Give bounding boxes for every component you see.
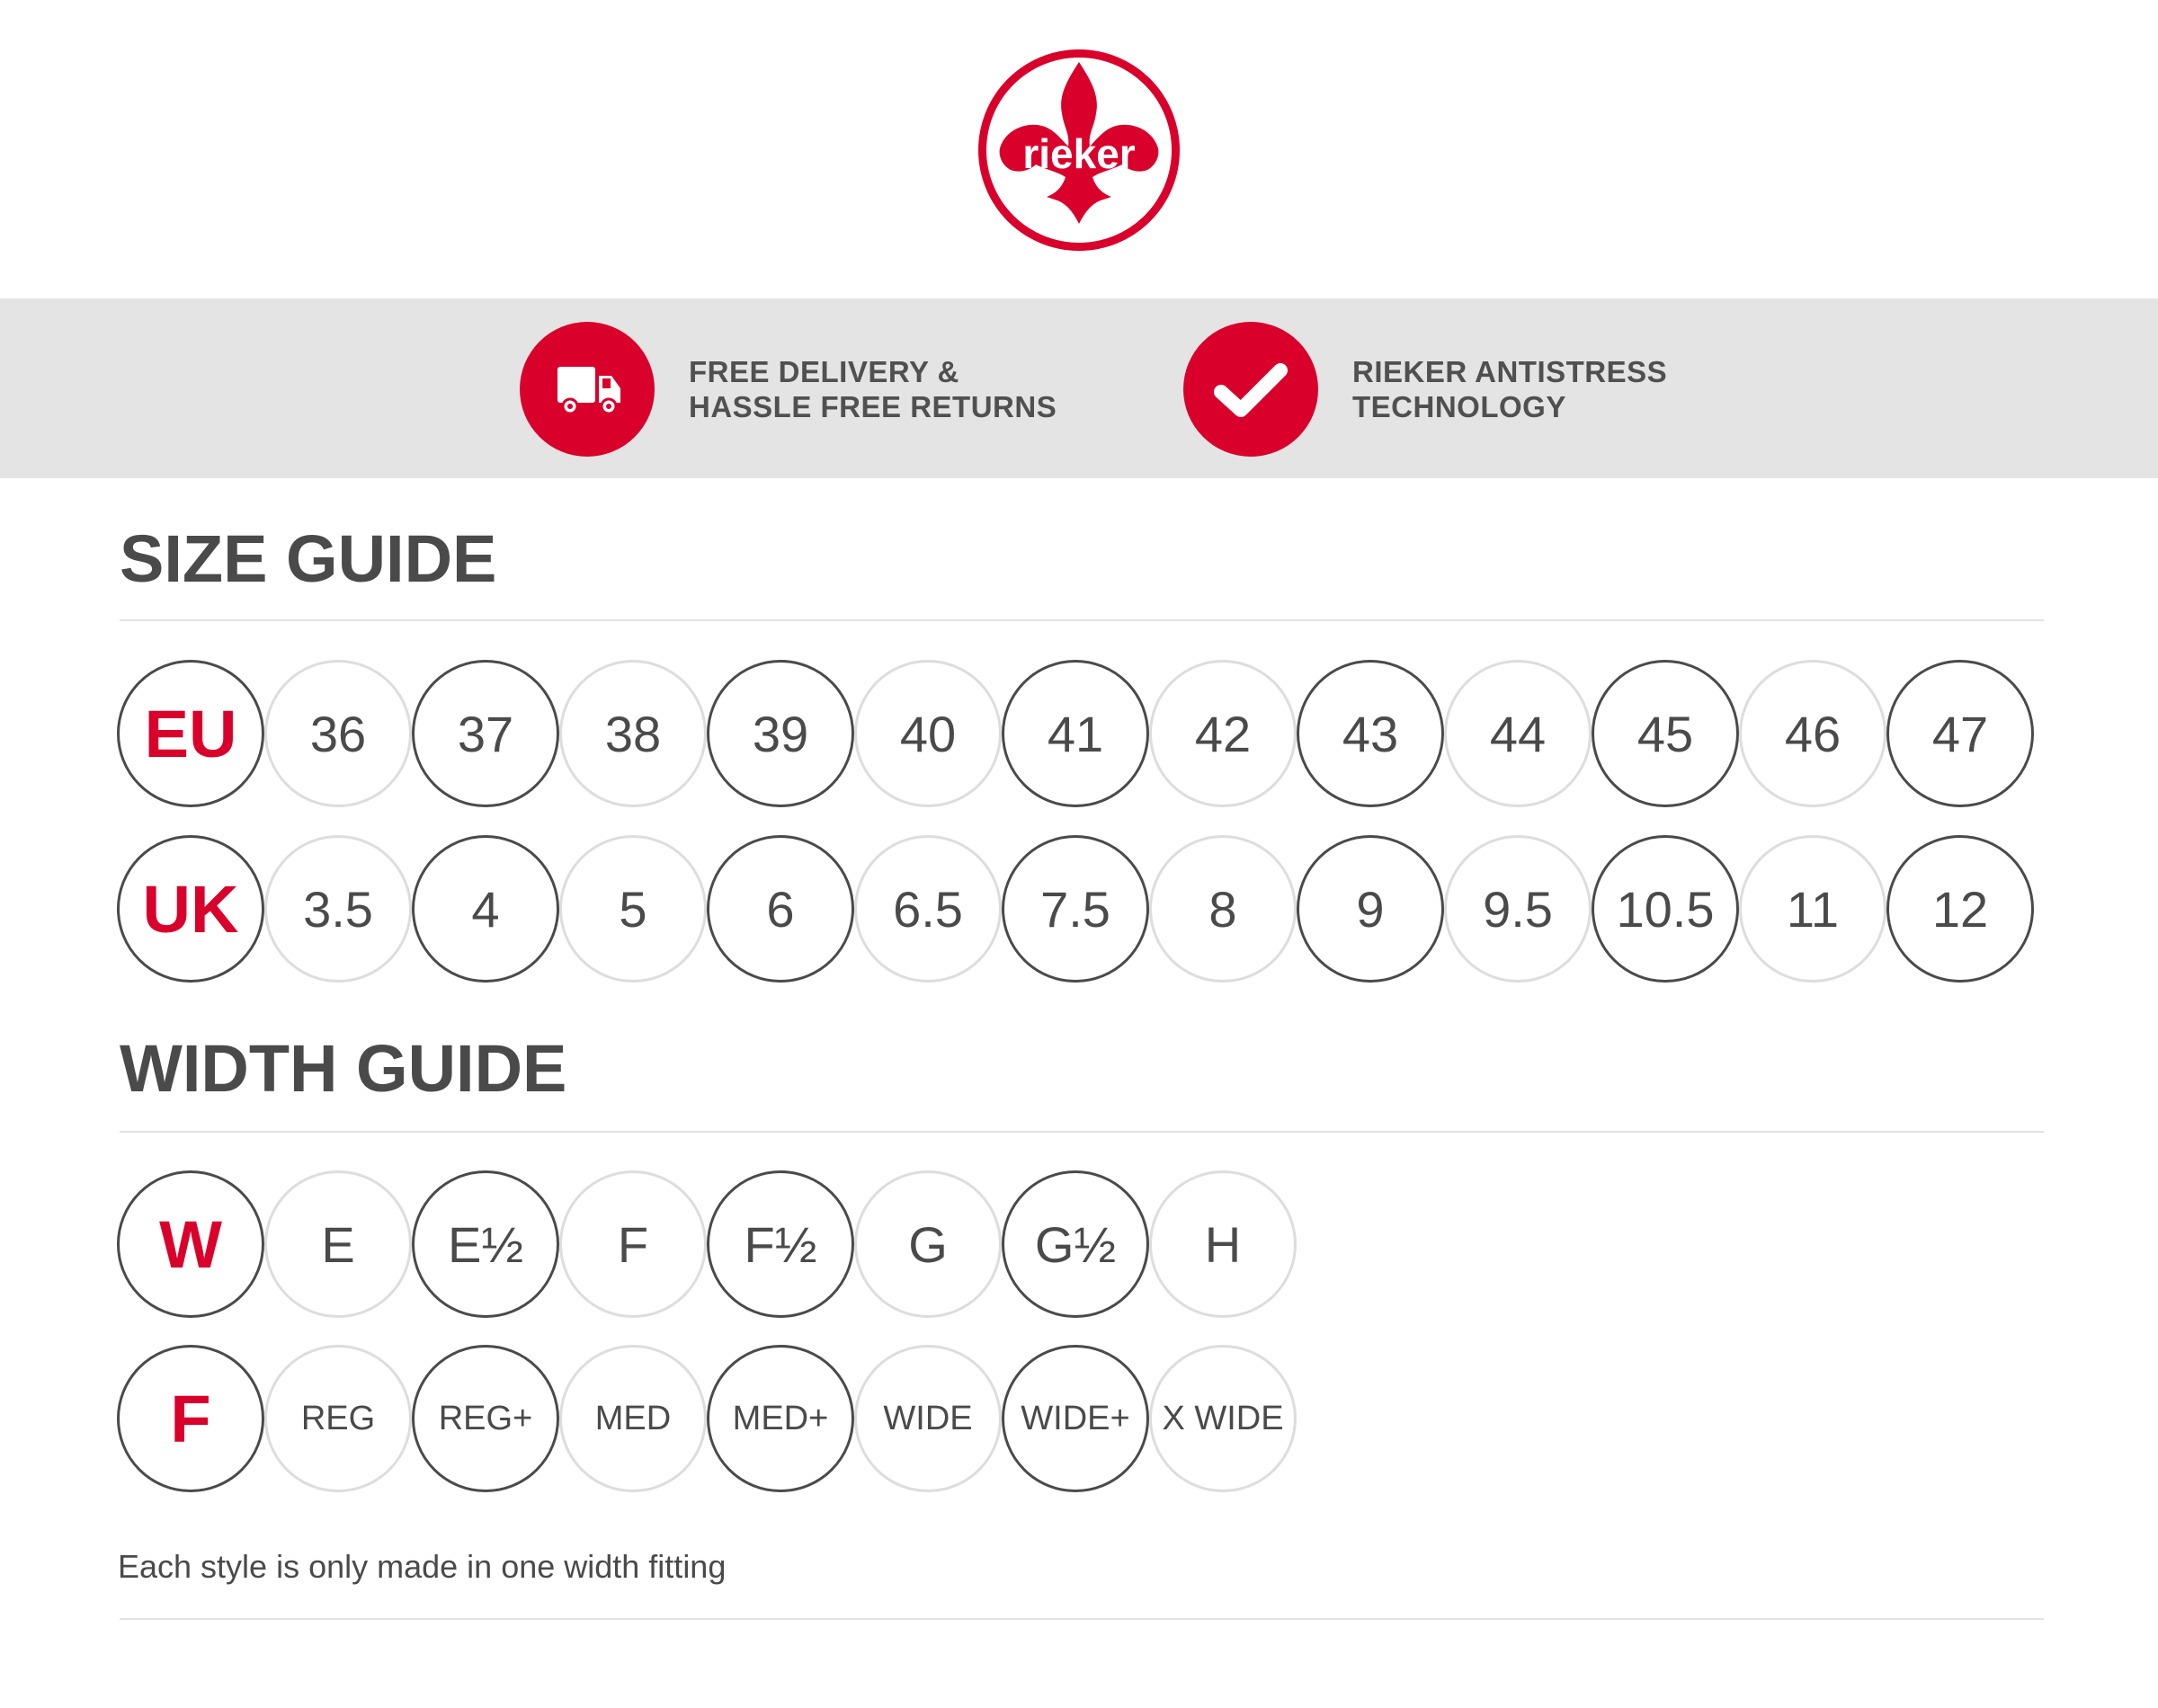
width-guide-divider (120, 1131, 2044, 1133)
size-value-circle: 8 (1149, 835, 1297, 983)
checkmark-icon (1183, 322, 1318, 457)
size-value-circle: WIDE+ (1002, 1345, 1149, 1492)
features-banner (0, 298, 2158, 478)
width-guide-title: WIDTH GUIDE (120, 1031, 567, 1106)
feature-icon-circle (1183, 322, 1318, 457)
size-value-circle: 12 (1886, 835, 2034, 983)
bottom-divider (120, 1618, 2044, 1620)
size-value-circle: 4 (412, 835, 559, 983)
size-value-circle: 45 (1592, 660, 1739, 807)
size-value-circle: WIDE (854, 1345, 1002, 1492)
feature-text (1352, 354, 1667, 424)
size-value-circle: 46 (1739, 660, 1886, 807)
size-value-circle: 7.5 (1002, 835, 1149, 983)
size-value-circle: 47 (1886, 660, 2034, 807)
size-value-circle: 6 (707, 835, 854, 983)
size-value-circle: 10.5 (1592, 835, 1739, 983)
truck-icon (520, 322, 655, 457)
size-value-circle: 5 (559, 835, 707, 983)
feature-line: FREE DELIVERY & (689, 355, 959, 388)
feature-icon-circle (520, 322, 655, 457)
row-label-circle: W (117, 1170, 264, 1318)
row-label-circle: EU (117, 660, 264, 807)
width-note: Each style is only made in one width fitting (118, 1548, 727, 1585)
size-value-circle: 36 (264, 660, 412, 807)
size-value-circle: 44 (1444, 660, 1592, 807)
size-value-circle: X WIDE (1149, 1345, 1297, 1492)
rieker-logo (975, 46, 1183, 254)
size-value-circle: 37 (412, 660, 559, 807)
size-guide-divider (120, 619, 2044, 621)
size-value-circle: E½ (412, 1170, 559, 1318)
size-value-circle: G (854, 1170, 1002, 1318)
size-value-circle: 38 (559, 660, 707, 807)
size-value-circle: REG+ (412, 1345, 559, 1492)
row-label-circle: UK (117, 835, 264, 983)
logo-wordmark: rieker (1022, 130, 1136, 177)
size-value-circle: 39 (707, 660, 854, 807)
size-value-circle: 42 (1149, 660, 1297, 807)
feature-line: RIEKER ANTISTRESS (1352, 355, 1668, 388)
feature-text (689, 354, 1057, 424)
size-value-circle: 6.5 (854, 835, 1002, 983)
size-value-circle: 41 (1002, 660, 1149, 807)
size-value-circle: 11 (1739, 835, 1886, 983)
size-value-circle: 9.5 (1444, 835, 1592, 983)
size-value-circle: REG (264, 1345, 412, 1492)
size-value-circle: MED (559, 1345, 707, 1492)
size-value-circle: 3.5 (264, 835, 412, 983)
size-value-circle: 40 (854, 660, 1002, 807)
size-value-circle: G½ (1002, 1170, 1149, 1318)
feature-line: TECHNOLOGY (1352, 390, 1566, 423)
row-label-circle: F (117, 1345, 264, 1492)
size-value-circle: MED+ (707, 1345, 854, 1492)
feature-line: HASSLE FREE RETURNS (689, 390, 1057, 423)
size-guide-title: SIZE GUIDE (120, 521, 497, 596)
size-value-circle: E (264, 1170, 412, 1318)
size-value-circle: H (1149, 1170, 1297, 1318)
size-value-circle: 43 (1297, 660, 1444, 807)
size-value-circle: F½ (707, 1170, 854, 1318)
size-value-circle: F (559, 1170, 707, 1318)
size-value-circle: 9 (1297, 835, 1444, 983)
